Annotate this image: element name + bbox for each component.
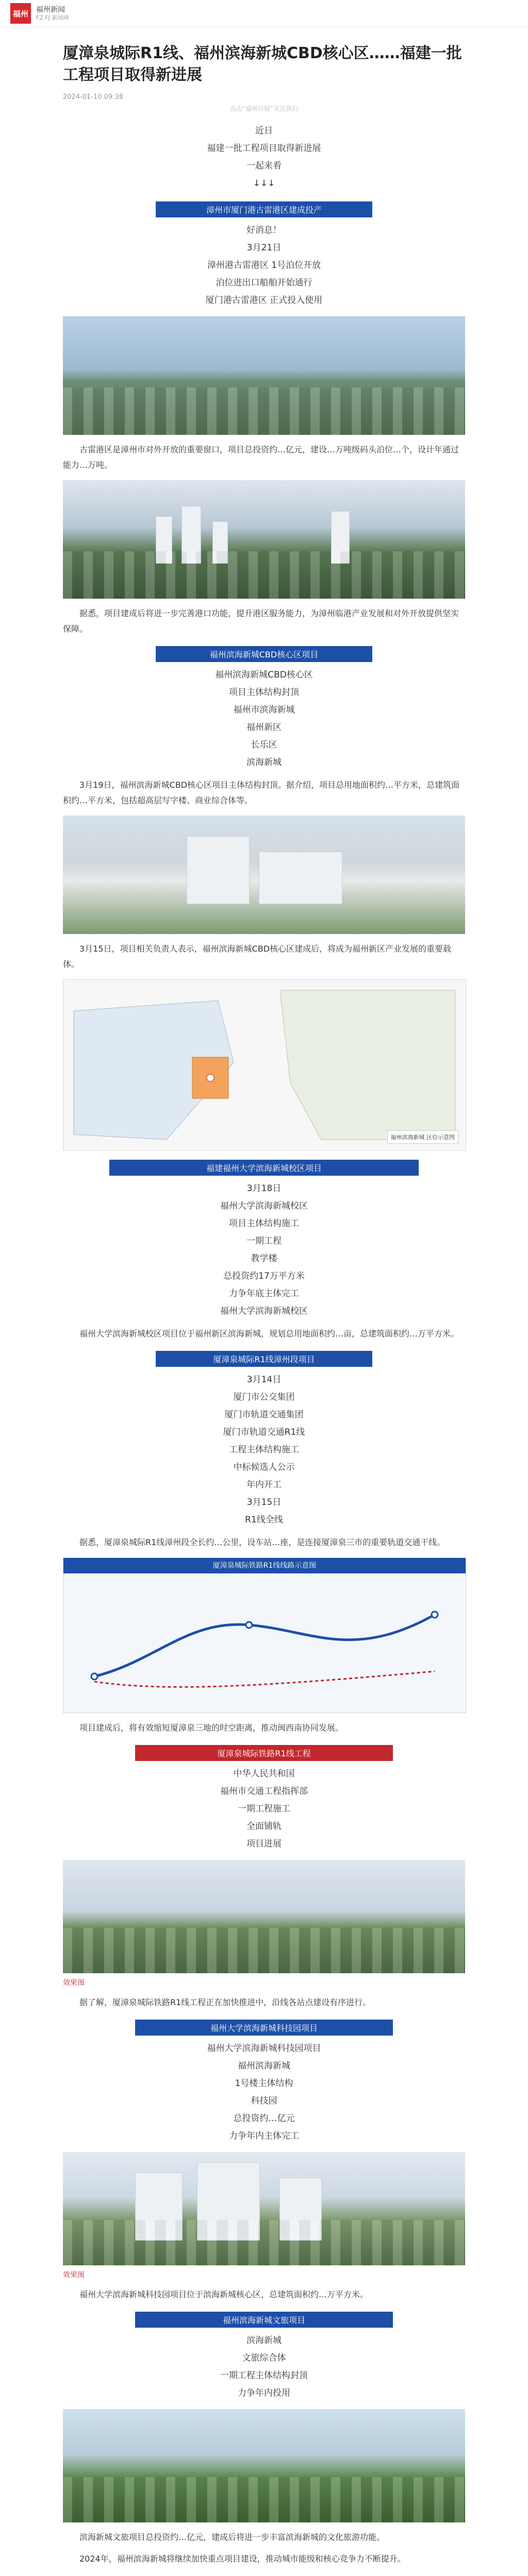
lead-block — [63, 122, 465, 192]
article-meta: 2024-01-10 09:38 — [63, 93, 124, 101]
list-item: 1号楼主体结构 — [235, 2078, 293, 2089]
list-item: 全面铺轨 — [246, 1821, 282, 1832]
paragraph: 滨海新城文旅项目总投资约…亿元，建成后将进一步丰富滨海新城的文化旅游功能。 — [79, 2532, 385, 2542]
section-list — [63, 1765, 465, 1853]
paragraph: 项目建成后，将有效缩短厦漳泉三地的时空距离，推动闽西南协同发展。 — [79, 1723, 344, 1733]
list-item: 力争年底主体完工 — [229, 1289, 299, 1299]
list-item: 福州大学滨海新城科技园项目 — [207, 2043, 321, 2054]
app-header — [0, 0, 528, 27]
list-item: 一期工程主体结构封顶 — [220, 2370, 308, 2381]
map-graphic — [63, 980, 466, 1150]
section-heading: 厦漳泉城际铁路R1线工程 — [135, 1745, 393, 1761]
list-item: 泊位进出口船舶开始通行 — [216, 278, 312, 288]
section-heading: 福建福州大学滨海新城校区项目 — [109, 1160, 419, 1176]
section-list — [63, 666, 465, 771]
list-item: R1线全线 — [245, 1515, 283, 1525]
brand-name[interactable]: 福州新闻 — [36, 6, 65, 14]
list-item: 中标候选人公示 — [233, 1462, 295, 1472]
paragraph: 福州大学滨海新城科技园项目位于滨海新城核心区，总建筑面积约…万平方米。 — [79, 2290, 369, 2299]
park-photo — [63, 2409, 465, 2522]
lead-line: 一起来看 — [246, 161, 282, 171]
list-item: 厦门市公交集团 — [233, 1392, 295, 1402]
brand-logo[interactable]: 福州 — [10, 3, 31, 24]
paragraph: 3月15日，项目相关负责人表示，福州滨海新城CBD核心区建成后，将成为福州新区产业发展的重要载体。 — [63, 944, 452, 969]
article — [63, 27, 465, 2576]
list-item: 中华人民共和国 — [233, 1769, 295, 1779]
list-item: 项目进展 — [246, 1839, 282, 1849]
list-item: 厦门港古雷港区 正式投入使用 — [205, 295, 323, 306]
list-item: 3月21日 — [246, 243, 282, 253]
list-item: 3月14日 — [246, 1375, 282, 1385]
list-item: 福州新区 — [246, 722, 282, 733]
list-item: 一期工程 — [246, 1236, 282, 1246]
list-item: 好消息！ — [246, 225, 282, 235]
list-item: 滨海新城 — [246, 757, 282, 768]
list-item: 力争年内主体完工 — [229, 2131, 299, 2141]
list-item: 项目主体结构封顶 — [229, 687, 299, 698]
lead-line: 近日 — [255, 126, 273, 136]
list-item: 科技园 — [251, 2096, 277, 2106]
paragraph: 据了解，厦漳泉城际铁路R1线工程正在加快推进中，沿线各站点建设有序进行。 — [79, 1997, 371, 2007]
list-item: 福州滨海新城CBD核心区 — [215, 670, 313, 680]
section-list — [63, 222, 465, 309]
paragraph: 古雷港区是漳州市对外开放的重要窗口，项目总投资约…亿元，建设…万吨级码头泊位…个，设计年通过能力…万吨。 — [63, 445, 459, 470]
section-heading: 福州滨海新城CBD核心区项目 — [156, 646, 372, 662]
list-item: 长乐区 — [251, 740, 277, 750]
article-title: 厦漳泉城际R1线、福州滨海新城CBD核心区……福建一批工程项目取得新进展 — [63, 44, 462, 84]
list-item: 福州滨海新城 — [238, 2061, 290, 2071]
list-item: 厦门市轨道交通R1线 — [223, 1427, 305, 1437]
photo-caption: 效果图 — [63, 2271, 85, 2279]
paragraph: 福州大学滨海新城校区项目位于福州新区滨海新城，规划总用地面积约…亩，总建筑面积约…万平方米。 — [79, 1329, 459, 1338]
photo-caption: 效果图 — [63, 1979, 85, 1987]
list-item: 项目主体结构施工 — [229, 1218, 299, 1229]
list-item: 总投资约17万平方米 — [223, 1271, 305, 1281]
list-item: 3月18日 — [246, 1183, 282, 1194]
city-photo — [63, 480, 465, 599]
location-map — [63, 979, 466, 1150]
paragraph: 据悉，项目建成后将进一步完善港口功能，提升港区服务能力，为漳州临港产业发展和对外开放提供坚实保障。 — [63, 608, 459, 634]
section-list — [63, 2332, 465, 2402]
list-item: 福州大学滨海新城校区 — [220, 1201, 308, 1211]
paragraph: 据悉，厦漳泉城际R1线漳州段全长约…公里，设车站…座，是连接厦漳泉三市的重要轨道交通干线。 — [79, 1537, 446, 1547]
paragraph: 2024年，福州滨海新城将继续加快重点项目建设，推动城市能级和核心竞争力不断提升。 — [79, 2554, 406, 2564]
map-legend: 福州滨海新城 区位示意图 — [387, 1130, 459, 1144]
list-item: 一期工程施工 — [238, 1804, 290, 1814]
follow-note[interactable]: 点击“福州日报”关注我们 — [229, 105, 299, 112]
plaza-photo — [63, 2152, 465, 2265]
section-heading: 厦漳泉城际R1线漳州段项目 — [156, 1351, 372, 1367]
list-item: 教学楼 — [251, 1253, 277, 1264]
list-item: 福州大学滨海新城校区 — [220, 1306, 308, 1316]
route-map-title: 厦漳泉城际铁路R1线线路示意图 — [63, 1558, 466, 1573]
route-graphic — [63, 1558, 466, 1713]
list-item: 工程主体结构施工 — [229, 1445, 299, 1455]
road-photo — [63, 1860, 465, 1973]
list-item: 滨海新城 — [246, 2335, 282, 2346]
section-list — [63, 1371, 465, 1529]
list-item: 福州市交通工程指挥部 — [220, 1786, 308, 1797]
section-heading: 漳州市厦门港古雷港区建成投产 — [156, 201, 372, 217]
lead-line: ↓↓↓ — [253, 178, 275, 189]
list-item: 力争年内投用 — [238, 2388, 290, 2398]
campus-photo — [63, 816, 465, 934]
lead-line: 福建一批工程项目取得新进展 — [207, 143, 321, 154]
section-list — [63, 2040, 465, 2145]
list-item: 厦门市轨道交通集团 — [224, 1410, 304, 1420]
section-heading: 福州滨海新城文旅项目 — [135, 2312, 393, 2328]
paragraph: 3月19日，福州滨海新城CBD核心区项目主体结构封顶。据介绍，项目总用地面积约…平方米，总建筑面积约…平方米，包括超高层写字楼、商业综合体等。 — [63, 780, 460, 805]
list-item: 3月15日 — [246, 1497, 282, 1507]
section-list — [63, 1180, 465, 1320]
list-item: 总投资约…亿元 — [233, 2113, 295, 2124]
brand-subtitle: FZ.FJ 新闻网 — [36, 14, 69, 21]
route-map — [63, 1557, 466, 1713]
brand-block — [36, 5, 69, 22]
list-item: 文旅综合体 — [242, 2353, 286, 2363]
harbor-photo — [63, 316, 465, 435]
list-item: 年内开工 — [246, 1480, 282, 1490]
list-item: 漳州港古雷港区 1号泊位开放 — [207, 260, 321, 270]
list-item: 福州市滨海新城 — [233, 705, 295, 715]
section-heading: 福州大学滨海新城科技园项目 — [135, 2020, 393, 2036]
